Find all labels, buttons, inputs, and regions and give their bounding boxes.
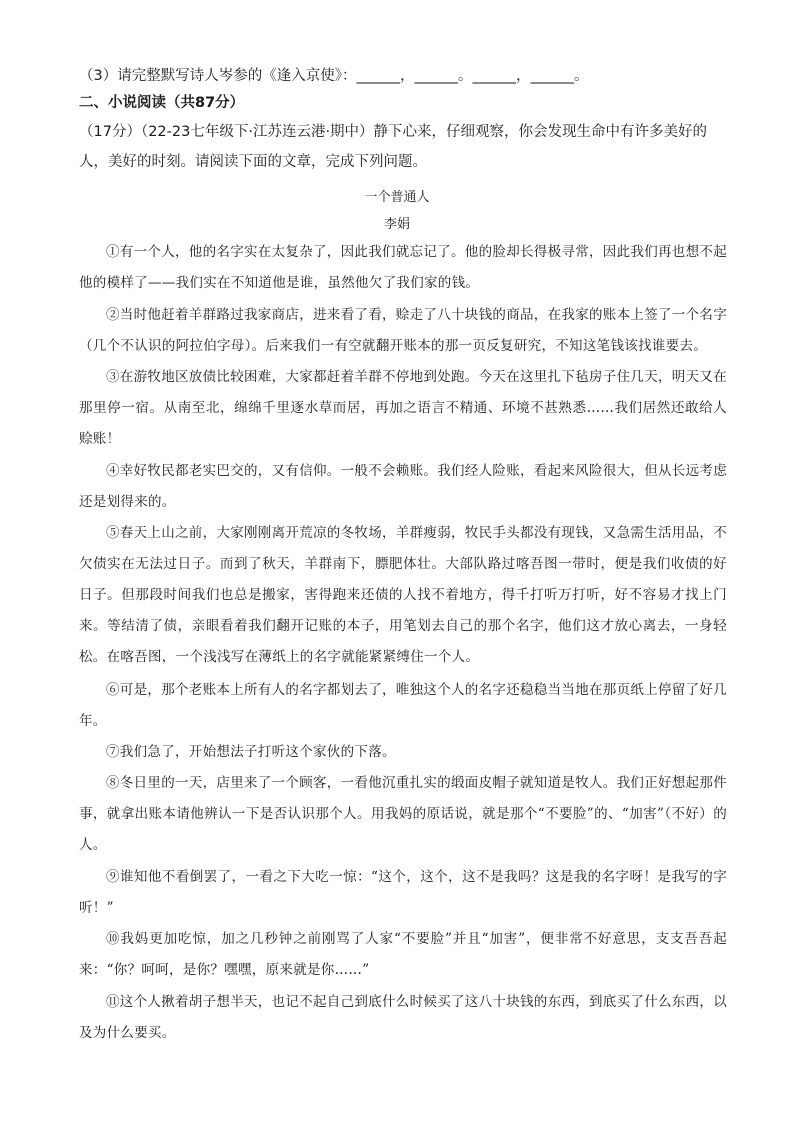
paragraph-6: ⑥可是，那个老账本上所有人的名字都划去了，唯独这个人的名字还稳稳当当地在那页纸上停留了好几年。 bbox=[79, 682, 727, 729]
paragraph-8: ⑧冬日里的一天，店里来了一个顾客，一看他沉重扎实的缎面皮帽子就知道是牧人。我们正好想起那件事，就拿出账本请他辨认一下是否认识那个人。用我妈的原话说，就是那个“不要脸”的、“加害”（不好）的人。 bbox=[79, 775, 727, 853]
paragraph-11: ⑪这个人揪着胡子想半天，也记不起自己到底什么时候买了这八十块钱的东西，到底买了什么东西，以及为什么要买。 bbox=[79, 994, 727, 1041]
paragraph-9: ⑨谁知他不看倒罢了，一看之下大吃一惊：“这个，这个，这不是我吗？这是我的名字呀！是我写的字听！” bbox=[79, 869, 727, 916]
paragraph-10: ⑩我妈更加吃惊，加之几秒钟之前刚骂了人家“不要脸”并且“加害”，便非常不好意思，支支吾吾起来：“你？呵呵，是你？嘿嘿，原来就是你……” bbox=[79, 931, 727, 978]
question-3-fill-blank: （3）请完整默写诗人岑参的《逢入京使》：______，______。______，______。 bbox=[79, 68, 589, 84]
story-author: 李娟 bbox=[383, 217, 410, 232]
question-intro: （17分）（22-23七年级下·江苏连云港·期中）静下心来，仔细观察，你会发现生命中有许多美好的人，美好的时刻。请阅读下面的文章，完成下列问题。 bbox=[79, 124, 708, 170]
paragraph-2: ②当时他赶着羊群路过我家商店，进来看了看，赊走了八十块钱的商品，在我家的账本上签了一个名字（几个不认识的阿拉伯字母）。后来我们一有空就翻开账本的那一页反复研究，不知这笔钱该找谁要去。 bbox=[79, 307, 727, 354]
paragraph-4: ④幸好牧民都老实巴交的，又有信仰。一般不会赖账。我们经人险账，看起来风险很大，但从长远考虑还是划得来的。 bbox=[79, 463, 727, 510]
paragraph-1: ①有一个人，他的名字实在太复杂了，因此我们就忘记了。他的脸却长得极寻常，因此我们再也想不起他的模样了——我们实在不知道他是谁，虽然他欠了我们家的钱。 bbox=[79, 244, 727, 291]
paragraph-7: ⑦我们急了，开始想法子打听这个家伙的下落。 bbox=[106, 744, 396, 760]
story-title: 一个普通人 bbox=[364, 190, 430, 205]
paragraph-5: ⑤春天上山之前，大家刚刚离开荒凉的冬牧场，羊群瘦弱，牧民手头都没有现钱，又急需生活用品，不欠债实在无法过日子。而到了秋天，羊群南下，膘肥体壮。大部队路过喀吾图一带时，便是我们收债的好日子。但那段时间我们也总是搬家，害得跑来还债的人找不着地方，得千打听万打听，好不容易才找上门来。等结清了债，亲眼看着我们翻开记账的本子，用笔划去自己的那个名字，他们这才放心离去，一身轻松。在喀吾图，一个浅浅写在薄纸上的名字就能紧紧缚住一个人。 bbox=[79, 525, 727, 665]
paragraph-3: ③在游牧地区放债比较困难，大家都赶着羊群不停地到处跑。今天在这里扎下毡房子住几天，明天又在那里停一宿。从南至北，绵绵千里逐水草而居，再加之语言不精通、环境不甚熟悉……我们居然还敢给人赊账！ bbox=[79, 369, 727, 447]
section-heading: 二、小说阅读（共87分） bbox=[79, 95, 245, 111]
